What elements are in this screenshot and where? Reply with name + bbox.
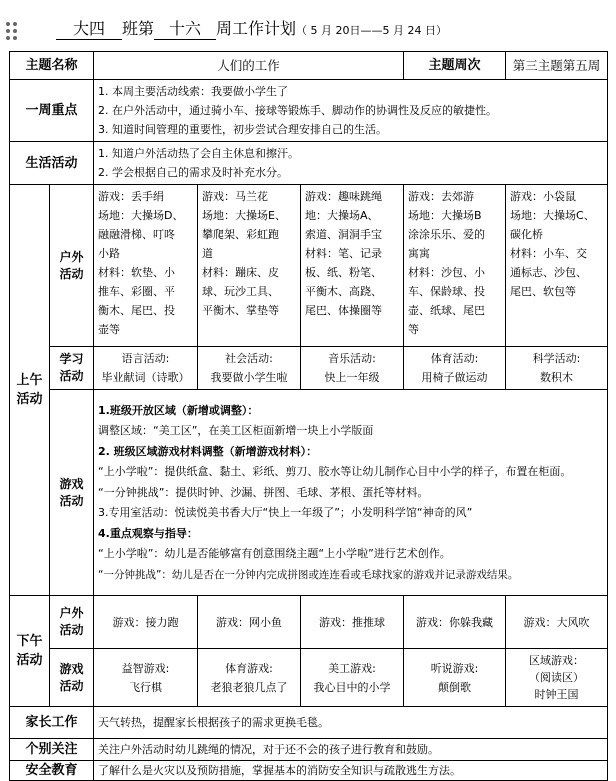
study-activity-cell: 音乐活动: 快上一年级 [301,347,404,390]
game-section-heading: 1.班级开放区域（新增或调整）： [98,403,259,417]
game-line: “上小学啦”：幼儿是否能够富有创意围绕主题“上小学啦”进行艺术创作。 [98,547,451,561]
afternoon-outdoor-label: 户外 活动 [50,596,94,649]
afternoon-games-label: 游戏 活动 [50,649,94,707]
weekly-focus-line: 3. 知道时间管理的重要性，初步尝试合理安排自己的生活。 [98,123,388,136]
class-word: 班第 [122,19,155,38]
morning-games-label: 游戏 活动 [50,390,94,596]
afternoon-game-cell: 区域游戏： （阅读区） 时钟王国 [506,649,608,707]
game-line: 调整区域：“美工区”，在美工区柜面新增一块上小学版面 [98,424,374,438]
parent-work-content: 天气转热，提醒家长根据孩子的需求更换毛毯。 [94,707,608,739]
game-line: “一分钟挑战”：幼儿是否在一分钟内完成拼图或连连看或毛球找家的游戏并记录游戏结果。 [98,568,519,581]
afternoon-outdoor-cell: 游戏：接力跑 [94,596,198,649]
theme-name-value: 人们的工作 [94,52,404,80]
safety-education-content: 了解什么是火灾以及预防措施，掌握基本的消防安全知识与疏散逃生方法。 [94,761,608,781]
morning-study-label: 学习 活动 [50,347,94,390]
life-activity-line: 1. 知道户外活动热了会自主休息和擦汗。 [98,147,300,160]
individual-attention-content: 关注户外活动时幼儿跳绳的情况，对于还不会的孩子进行教育和鼓励。 [94,739,608,761]
game-section-heading: 4.重点观察与指导： [98,526,198,540]
afternoon-game-cell: 美工游戏: 我心目中的小学 [301,649,404,707]
week-number-field: 十六 [154,16,216,40]
afternoon-outdoor-cell: 游戏：推推球 [301,596,404,649]
drag-handle-icon[interactable] [6,22,20,42]
safety-education-label: 安全教育 [10,761,94,781]
outdoor-game-cell: 游戏：小袋鼠 场地：大操场C、 碳化桥 材料：小车、交 通标志、沙包、 尾巴、软包等 [506,185,608,347]
afternoon-game-cell: 听说游戏: 颠倒歌 [404,649,506,707]
weekly-focus-line: 2. 在户外活动中，通过骑小车、接球等锻炼手、脚动作的协调性及反应的敏捷性。 [98,104,498,117]
study-activity-cell: 科学活动: 数积木 [506,347,608,390]
game-line: 3.专用室活动：悦读悦美书香大厅“快上一年级了”；小发明科学馆“神奇的风” [98,506,473,520]
morning-outdoor-label: 户外 活动 [50,185,94,347]
life-activity-content [94,142,608,185]
afternoon-outdoor-cell: 游戏：网小鱼 [198,596,301,649]
study-activity-cell: 语言活动: 毕业献词（诗歌） [94,347,198,390]
individual-attention-label: 个别关注 [10,739,94,761]
game-activity-content [94,390,608,596]
parent-work-label: 家长工作 [10,707,94,739]
afternoon-outdoor-cell: 游戏：大风吹 [506,596,608,649]
afternoon-game-cell: 益智游戏: 飞行棋 [94,649,198,707]
life-activity-line: 2. 学会根据自己的需求及时补充水分。 [98,166,289,179]
grade-field: 大四 [56,16,122,40]
weekly-focus-content [94,80,608,142]
game-section-heading: 2. 班级区域游戏材料调整（新增游戏材料）： [98,444,318,458]
afternoon-game-cell: 体育游戏: 老狼老狼几点了 [198,649,301,707]
outdoor-game-cell: 游戏：去郊游 场地：大操场B 涂涂乐乐、爱的 寓寓 材料：沙包、小 车、保龄球、投 壶、纸球、尾巴 等 [404,185,506,347]
weekly-focus-line: 1. 本周主要活动线索：我要做小学生了 [98,85,289,98]
outdoor-game-cell: 游戏：马兰花 场地：大操场E、 攀爬架、彩虹跑 道 材料：蹦床、皮 球、玩沙工具、 平衡木、掌垫等 [198,185,301,347]
document-title [56,16,447,40]
morning-label: 上午 活动 [10,185,50,596]
outdoor-game-cell: 游戏：丢手绢 场地：大操场D、 融融滑梯、叮咚 小路 材料：软垫、小 推车、彩圈、平 衡木、尾巴、投 壶等 [94,185,198,347]
afternoon-label: 下午 活动 [10,596,50,707]
date-range: （ 5 月 20日——5 月 24 日） [296,24,448,37]
game-line: “上小学啦”：提供纸盒、黏土、彩纸、剪刀、胶水等让幼儿制作心目中小学的样子，布置在柜面。 [98,465,572,479]
theme-week-label: 主题周次 [404,52,506,80]
game-line: “一分钟挑战”：提供时钟、沙漏、拼图、毛球、茅根、蛋托等材料。 [98,485,429,499]
weekly-focus-label: 一周重点 [10,80,94,142]
study-activity-cell: 体育活动: 用椅子做运动 [404,347,506,390]
theme-week-value: 第三主题第五周 [506,52,608,80]
life-activity-label: 生活活动 [10,142,94,185]
theme-name-label: 主题名称 [10,52,94,80]
outdoor-game-cell: 游戏：趣味跳绳 地：大操场A、 索道、洞洞手宝 材料：笔、记录 板、纸、粉笔、 平衡木、高跷、 尾巴、体操圈等 [301,185,404,347]
study-activity-cell: 社会活动: 我要做小学生啦 [198,347,301,390]
afternoon-outdoor-cell: 游戏：你躲我藏 [404,596,506,649]
title-suffix: 周工作计划 [216,19,297,38]
weekly-plan-table [9,51,608,781]
